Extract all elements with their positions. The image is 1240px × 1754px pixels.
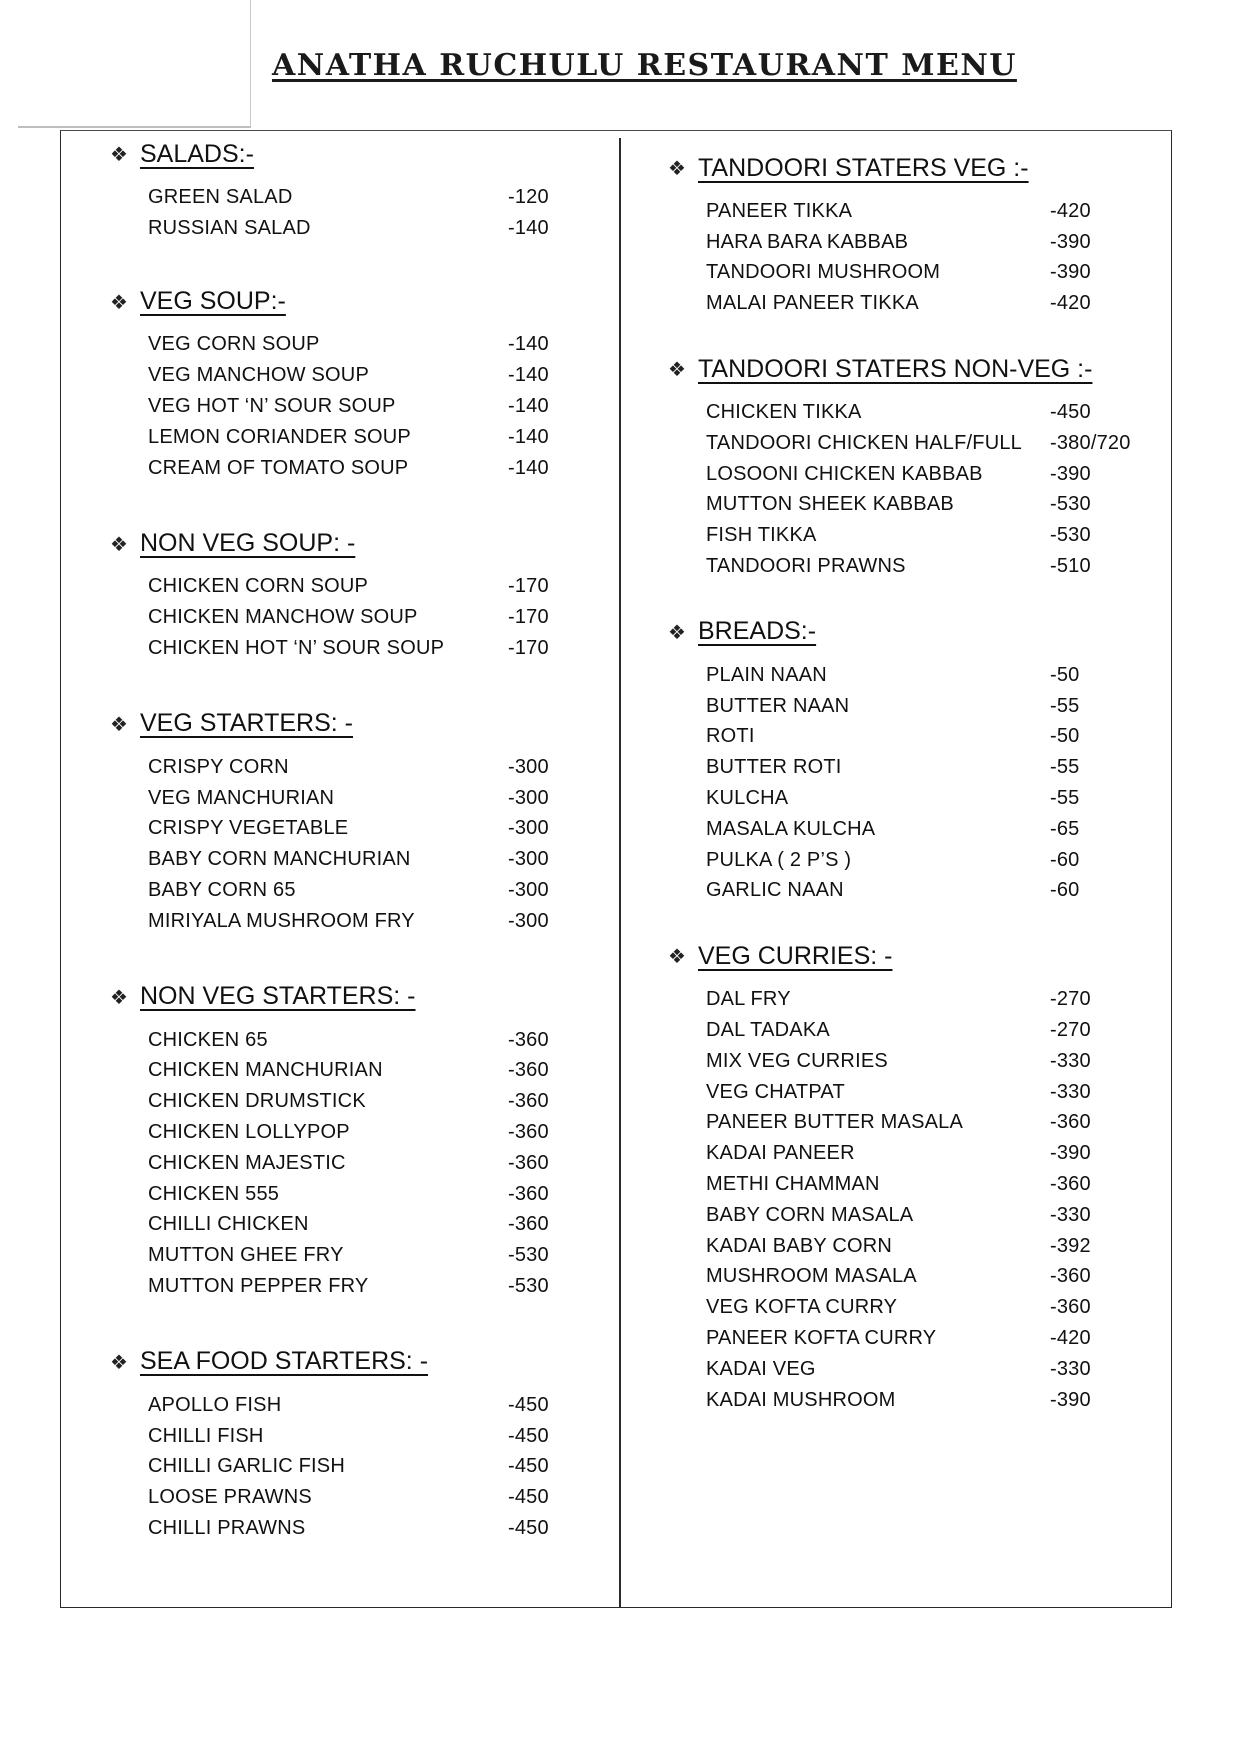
menu-item-name: GARLIC NAAN <box>706 879 844 902</box>
menu-item-name: CHICKEN CORN SOUP <box>148 575 369 598</box>
menu-item-price: -330 <box>1050 1357 1091 1380</box>
menu-item-price: -380/720 <box>1050 431 1131 454</box>
menu-item-name: LOSOONI CHICKEN KABBAB <box>706 462 983 485</box>
menu-item <box>148 1179 580 1210</box>
menu-item-name: CRISPY CORN <box>148 755 289 778</box>
menu-item-price: -50 <box>1050 663 1080 686</box>
menu-item-price: -530 <box>1050 493 1091 516</box>
left-column <box>110 134 580 1544</box>
menu-item-price: -390 <box>1050 230 1091 253</box>
menu-item-price: -60 <box>1050 879 1080 902</box>
menu-item <box>148 1421 580 1452</box>
menu-item-name: VEG KOFTA CURRY <box>706 1296 898 1319</box>
section-header <box>110 977 580 1017</box>
menu-item <box>148 572 580 603</box>
menu-item-price: -170 <box>508 575 549 598</box>
menu-item <box>148 844 580 875</box>
menu-item-name: HARA BARA KABBAB <box>706 230 909 253</box>
section-header <box>110 1342 580 1382</box>
menu-item-name: CHILLI PRAWNS <box>148 1517 306 1539</box>
menu-item-price: -420 <box>1050 292 1091 315</box>
menu-item <box>706 845 1138 876</box>
menu-item-price: -300 <box>508 848 549 871</box>
menu-item <box>148 391 580 422</box>
column-divider <box>619 138 621 1608</box>
menu-item <box>148 1056 580 1087</box>
diamond-bullet-icon: ❖ <box>110 984 128 1009</box>
menu-section-veg-soup <box>110 282 580 484</box>
menu-item-price: -330 <box>1050 1203 1091 1226</box>
section-header <box>668 936 1138 976</box>
menu-item <box>148 1482 580 1513</box>
menu-item-name: MUTTON SHEEK KABBAB <box>706 493 954 516</box>
section-title: TANDOORI STATERS NON-VEG :- <box>698 354 1093 383</box>
section-title: VEG CURRIES: - <box>698 941 893 970</box>
diamond-bullet-icon: ❖ <box>110 142 128 166</box>
menu-item-price: -530 <box>508 1275 549 1298</box>
diamond-bullet-icon: ❖ <box>668 944 686 969</box>
menu-item <box>148 752 580 783</box>
menu-item-price: -450 <box>508 1393 549 1416</box>
menu-item <box>706 459 1138 490</box>
menu-item-price: -450 <box>508 1424 549 1447</box>
menu-item-price: -170 <box>508 637 549 660</box>
menu-item-name: CHICKEN LOLLYPOP <box>148 1121 350 1144</box>
menu-item-name: CHICKEN MANCHOW SOUP <box>148 606 418 629</box>
menu-item <box>706 397 1138 428</box>
menu-item-name: BABY CORN 65 <box>148 879 296 902</box>
menu-item <box>148 1148 580 1179</box>
menu-item-price: -360 <box>1050 1265 1091 1288</box>
menu-item-price: -392 <box>1050 1234 1091 1257</box>
menu-item-list <box>148 330 580 484</box>
menu-item-name: DAL TADAKA <box>706 1019 830 1042</box>
menu-item-price: -360 <box>1050 1111 1091 1134</box>
menu-item-name: VEG CHATPAT <box>706 1080 845 1103</box>
menu-item-price: -390 <box>1050 1142 1091 1165</box>
menu-item-name: CHICKEN 555 <box>148 1182 280 1205</box>
diamond-bullet-icon: ❖ <box>110 531 128 556</box>
section-header <box>110 282 580 322</box>
menu-item-list <box>148 1390 580 1544</box>
section-title: NON VEG STARTERS: - <box>140 982 416 1011</box>
menu-item-name: ROTI <box>706 725 755 748</box>
menu-item-name: LOOSE PRAWNS <box>148 1486 312 1509</box>
menu-item-name: CRISPY VEGETABLE <box>148 817 349 840</box>
section-title: VEG SOUP:- <box>140 287 286 316</box>
menu-section-salads <box>110 134 580 244</box>
menu-item-name: CHILLI CHICKEN <box>148 1213 309 1236</box>
menu-item-list <box>148 1025 580 1302</box>
menu-item <box>148 602 580 633</box>
section-header <box>110 524 580 564</box>
menu-item <box>706 691 1138 722</box>
menu-item-list <box>148 182 580 244</box>
menu-section-veg-starters <box>110 704 580 937</box>
menu-item-price: -65 <box>1050 817 1080 840</box>
menu-item-price: -140 <box>508 364 549 387</box>
menu-item-name: BUTTER NAAN <box>706 694 850 717</box>
menu-item-price: -420 <box>1050 1327 1091 1349</box>
menu-item-name: MALAI PANEER TIKKA <box>706 292 919 315</box>
menu-item <box>706 428 1138 459</box>
menu-item-name: APOLLO FISH <box>148 1393 282 1416</box>
menu-item <box>148 182 580 213</box>
menu-item-name: MUTTON GHEE FRY <box>148 1244 344 1267</box>
section-header <box>668 349 1138 389</box>
menu-item-name: CHICKEN TIKKA <box>706 401 862 424</box>
menu-item-name: CHICKEN 65 <box>148 1028 268 1051</box>
section-title: SEA FOOD STARTERS: - <box>140 1347 429 1376</box>
menu-item <box>148 1240 580 1271</box>
menu-item <box>148 1086 580 1117</box>
menu-item-price: -300 <box>508 817 549 840</box>
menu-item <box>706 258 1138 289</box>
diamond-bullet-icon: ❖ <box>668 357 686 382</box>
menu-item <box>706 520 1138 551</box>
menu-item <box>706 1169 1138 1200</box>
menu-item <box>706 783 1138 814</box>
menu-item-name: CHICKEN DRUMSTICK <box>148 1090 366 1113</box>
menu-item-name: KADAI PANEER <box>706 1142 855 1165</box>
menu-item <box>148 1025 580 1056</box>
menu-item-price: -330 <box>1050 1049 1091 1072</box>
menu-section-breads <box>668 612 1138 906</box>
menu-item <box>706 1077 1138 1108</box>
menu-item-price: -390 <box>1050 462 1091 485</box>
section-header <box>110 134 580 174</box>
menu-item-price: -360 <box>1050 1173 1091 1196</box>
section-title: TANDOORI STATERS VEG :- <box>698 153 1029 182</box>
menu-item-name: KADAI VEG <box>706 1357 816 1380</box>
menu-item-name: VEG MANCHURIAN <box>148 786 335 809</box>
menu-item-price: -55 <box>1050 787 1080 810</box>
menu-item-name: PULKA ( 2 P’S ) <box>706 848 852 871</box>
menu-item-name: CHILLI FISH <box>148 1424 264 1447</box>
menu-item-name: CREAM OF TOMATO SOUP <box>148 456 409 479</box>
menu-item-name: PANEER KOFTA CURRY <box>706 1327 937 1349</box>
menu-item <box>148 1271 580 1302</box>
scan-corner-artifact <box>18 0 251 128</box>
section-title: BREADS:- <box>698 617 817 646</box>
menu-item <box>148 360 580 391</box>
menu-item-price: -530 <box>1050 524 1091 547</box>
menu-item <box>148 633 580 664</box>
menu-item-price: -140 <box>508 216 549 239</box>
menu-item-name: CHICKEN MAJESTIC <box>148 1151 346 1174</box>
menu-item <box>706 1108 1138 1139</box>
menu-item-name: MIX VEG CURRIES <box>706 1049 888 1072</box>
menu-item-price: -140 <box>508 395 549 418</box>
menu-item-name: MUSHROOM MASALA <box>706 1265 917 1288</box>
menu-item-price: -170 <box>508 606 549 629</box>
menu-section-non-veg-starters <box>110 977 580 1302</box>
menu-item <box>706 196 1138 227</box>
menu-item <box>706 1262 1138 1293</box>
menu-item-price: -140 <box>508 425 549 448</box>
menu-section-non-veg-soup <box>110 524 580 664</box>
menu-item-price: -450 <box>508 1486 549 1509</box>
menu-item-name: VEG MANCHOW SOUP <box>148 364 369 387</box>
menu-item-list <box>148 752 580 937</box>
menu-item <box>148 422 580 453</box>
menu-item <box>706 227 1138 258</box>
menu-item <box>706 1200 1138 1231</box>
menu-section-veg-curries <box>668 936 1138 1415</box>
menu-item-price: -360 <box>508 1182 549 1205</box>
menu-item-name: VEG HOT ‘N’ SOUR SOUP <box>148 395 396 418</box>
section-header <box>668 148 1138 188</box>
menu-item-name: PANEER BUTTER MASALA <box>706 1111 964 1134</box>
menu-item <box>148 330 580 361</box>
menu-section-sea-food-starters <box>110 1342 580 1544</box>
menu-item <box>706 1323 1138 1354</box>
menu-item <box>706 1354 1138 1385</box>
menu-item-list <box>148 572 580 664</box>
menu-item-name: VEG CORN SOUP <box>148 333 320 356</box>
diamond-bullet-icon: ❖ <box>668 156 686 180</box>
menu-item-price: -390 <box>1050 1388 1091 1411</box>
menu-item-price: -300 <box>508 909 549 932</box>
right-column <box>668 134 1138 1416</box>
menu-item-name: MIRIYALA MUSHROOM FRY <box>148 909 415 932</box>
menu-item-name: GREEN SALAD <box>148 185 293 208</box>
menu-item-price: -60 <box>1050 848 1080 871</box>
menu-item-name: DAL FRY <box>706 988 791 1011</box>
menu-item-list <box>706 196 1138 319</box>
menu-item <box>706 984 1138 1015</box>
menu-item-name: BUTTER ROTI <box>706 756 842 779</box>
menu-item-price: -360 <box>508 1059 549 1082</box>
menu-item-name: MUTTON PEPPER FRY <box>148 1275 369 1298</box>
menu-item-price: -270 <box>1050 988 1091 1011</box>
menu-item-price: -420 <box>1050 199 1091 222</box>
menu-item <box>706 551 1138 582</box>
menu-item-name: CHILLI GARLIC FISH <box>148 1455 345 1478</box>
menu-item <box>148 1390 580 1421</box>
menu-item-name: TANDOORI PRAWNS <box>706 555 906 578</box>
menu-item-price: -140 <box>508 333 549 356</box>
page-title: ANATHA RUCHULU RESTAURANT MENU <box>272 48 1017 83</box>
menu-item-name: TANDOORI CHICKEN HALF/FULL <box>706 431 1022 454</box>
menu-item-name: BABY CORN MANCHURIAN <box>148 848 411 871</box>
section-header <box>668 612 1138 652</box>
section-header <box>110 704 580 744</box>
menu-item-name: MASALA KULCHA <box>706 817 876 840</box>
menu-item-name: BABY CORN MASALA <box>706 1203 914 1226</box>
menu-item-name: PANEER TIKKA <box>706 199 853 222</box>
menu-item-price: -300 <box>508 879 549 902</box>
menu-item-price: -300 <box>508 755 549 778</box>
menu-item <box>148 453 580 484</box>
menu-item-name: METHI CHAMMAN <box>706 1173 880 1196</box>
menu-item-name: LEMON CORIANDER SOUP <box>148 425 411 448</box>
menu-section-tandoori-staters-non-veg <box>668 349 1138 582</box>
menu-item <box>706 876 1138 907</box>
section-title: VEG STARTERS: - <box>140 709 354 738</box>
menu-item-name: RUSSIAN SALAD <box>148 216 311 239</box>
menu-item <box>706 1385 1138 1416</box>
section-title: SALADS:- <box>140 139 254 168</box>
menu-item <box>706 1046 1138 1077</box>
menu-item <box>148 1210 580 1241</box>
menu-item-name: CHICKEN HOT ‘N’ SOUR SOUP <box>148 637 445 660</box>
menu-item-list <box>706 660 1138 906</box>
menu-item-price: -360 <box>1050 1296 1091 1319</box>
menu-item-name: TANDOORI MUSHROOM <box>706 261 941 284</box>
menu-item-name: KULCHA <box>706 787 789 810</box>
menu-item <box>706 1231 1138 1262</box>
menu-item <box>706 1138 1138 1169</box>
menu-item-price: -120 <box>508 185 549 208</box>
menu-item-price: -450 <box>508 1455 549 1478</box>
menu-item <box>706 1015 1138 1046</box>
menu-section-tandoori-staters-veg <box>668 148 1138 319</box>
menu-item <box>706 752 1138 783</box>
menu-item <box>148 1513 580 1544</box>
menu-item-list <box>706 397 1138 582</box>
diamond-bullet-icon: ❖ <box>110 711 128 736</box>
menu-item-price: -390 <box>1050 261 1091 284</box>
menu-item-price: -330 <box>1050 1080 1091 1103</box>
menu-item <box>706 1292 1138 1323</box>
menu-item-price: -300 <box>508 786 549 809</box>
menu-item-price: -360 <box>508 1151 549 1174</box>
diamond-bullet-icon: ❖ <box>110 1349 128 1374</box>
menu-item-price: -50 <box>1050 725 1080 748</box>
menu-item-price: -450 <box>508 1517 549 1539</box>
menu-item-name: FISH TIKKA <box>706 524 817 547</box>
menu-item-price: -510 <box>1050 555 1091 578</box>
menu-item-name: PLAIN NAAN <box>706 663 827 686</box>
menu-item-price: -55 <box>1050 694 1080 717</box>
menu-item-price: -140 <box>508 456 549 479</box>
menu-item <box>148 906 580 937</box>
menu-item <box>706 722 1138 753</box>
menu-item <box>706 814 1138 845</box>
menu-item-price: -360 <box>508 1090 549 1113</box>
menu-item-price: -55 <box>1050 756 1080 779</box>
menu-item <box>148 875 580 906</box>
menu-item-name: CHICKEN MANCHURIAN <box>148 1059 383 1082</box>
menu-item-price: -530 <box>508 1244 549 1267</box>
menu-item <box>148 1452 580 1483</box>
menu-item <box>706 490 1138 521</box>
menu-item-name: KADAI BABY CORN <box>706 1234 893 1257</box>
diamond-bullet-icon: ❖ <box>110 289 128 314</box>
menu-item <box>148 1117 580 1148</box>
menu-item-price: -360 <box>508 1213 549 1236</box>
menu-item <box>148 213 580 244</box>
menu-item-list <box>706 984 1138 1415</box>
menu-item <box>148 783 580 814</box>
menu-item-price: -360 <box>508 1028 549 1051</box>
section-title: NON VEG SOUP: - <box>140 529 356 558</box>
menu-item-name: KADAI MUSHROOM <box>706 1388 896 1411</box>
menu-item-price: -360 <box>508 1121 549 1144</box>
menu-item-price: -270 <box>1050 1019 1091 1042</box>
menu-item <box>706 288 1138 319</box>
menu-item <box>148 814 580 845</box>
diamond-bullet-icon: ❖ <box>668 619 686 644</box>
menu-item-price: -450 <box>1050 401 1091 424</box>
menu-item <box>706 660 1138 691</box>
